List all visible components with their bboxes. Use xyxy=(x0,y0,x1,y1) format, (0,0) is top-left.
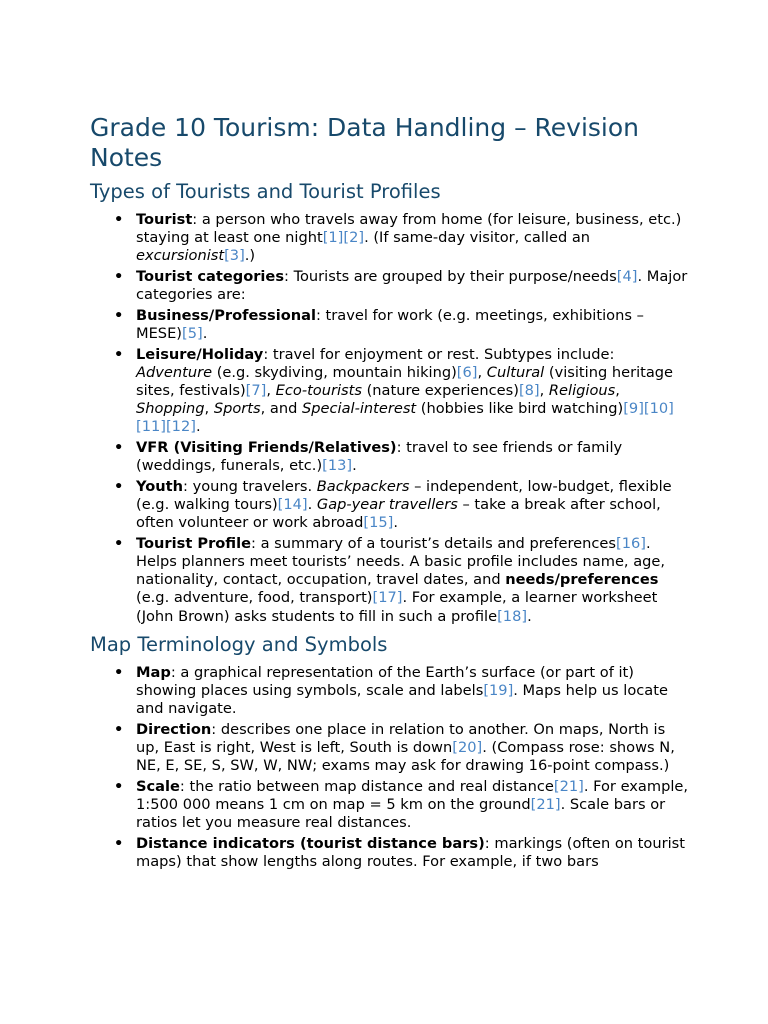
text-run: . xyxy=(352,457,357,475)
italic-term: Adventure xyxy=(136,363,213,381)
text-run: (hobbies like bird watching) xyxy=(416,400,624,418)
section-heading: Types of Tourists and Tourist Profiles xyxy=(90,180,441,203)
italic-term: Special-interest xyxy=(301,400,417,418)
citation-link[interactable]: [2] xyxy=(343,229,365,247)
citation-link[interactable]: [20] xyxy=(452,739,483,757)
list-item xyxy=(136,778,690,833)
text-run: . Major categories are: xyxy=(136,268,688,304)
italic-term: Cultural xyxy=(486,363,545,381)
citation-link[interactable]: [7] xyxy=(245,382,267,399)
italic-term: Backpackers xyxy=(316,477,410,495)
citation-link[interactable]: [6] xyxy=(456,363,478,381)
text-run: . xyxy=(202,325,208,342)
citation-link[interactable]: [5] xyxy=(182,325,203,342)
citation-link[interactable]: [4] xyxy=(616,268,638,285)
citation-link[interactable]: [10] xyxy=(643,400,674,418)
text-run: , xyxy=(615,382,620,399)
text-run: : a summary of a tourist’s details and preferences xyxy=(251,534,617,552)
bold-term: Business/Professional xyxy=(136,306,316,324)
text-run: : a graphical representation of the Earth’s surface (or part of it) showing places using symbols, scale and labels xyxy=(136,663,634,700)
text-run: : travel for enjoyment or rest. Subtypes include: xyxy=(263,345,615,363)
text-run: : the ratio between map distance and real distance xyxy=(179,777,554,795)
citation-link[interactable]: [21] xyxy=(530,796,561,814)
citation-link[interactable]: [3] xyxy=(224,247,245,265)
bold-term: Distance indicators (tourist distance bars) xyxy=(136,834,485,852)
text-run: .) xyxy=(244,247,256,265)
text-run: (e.g. skydiving, mountain hiking) xyxy=(212,363,457,381)
text-run: – take a break after school, often volunteer or work abroad xyxy=(136,496,661,532)
document-page xyxy=(90,113,690,877)
list-item xyxy=(136,211,690,266)
text-run: : describes one place in relation to another. On maps, North is up, East is right, West is left, South is down xyxy=(136,720,666,757)
text-run: , xyxy=(477,363,487,381)
bold-term: needs/preferences xyxy=(505,571,659,589)
bold-term: Youth xyxy=(136,477,184,495)
text-run: . (If same-day visitor, called an xyxy=(364,229,591,247)
citation-link[interactable]: [15] xyxy=(363,514,394,532)
bold-term: Scale xyxy=(136,777,180,795)
list-item xyxy=(136,346,690,437)
text-run: (e.g. adventure, food, transport) xyxy=(136,589,373,607)
bold-term: VFR (Visiting Friends/Relatives) xyxy=(136,439,397,456)
list-item xyxy=(136,835,690,871)
list-item xyxy=(136,535,690,626)
document-body xyxy=(90,179,690,871)
text-run: , xyxy=(539,382,549,399)
page-title: Grade 10 Tourism: Data Handling – Revision Notes xyxy=(90,113,640,172)
text-run: (visiting heritage sites, festivals) xyxy=(136,363,674,399)
citation-link[interactable]: [12] xyxy=(165,418,196,436)
citation-link[interactable]: [11] xyxy=(136,418,166,436)
list-item xyxy=(136,721,690,776)
list-item xyxy=(136,664,690,719)
citation-link[interactable]: [21] xyxy=(553,777,584,795)
citation-link[interactable]: [18] xyxy=(497,607,528,625)
bold-term: Direction xyxy=(136,720,212,738)
text-run: , and xyxy=(260,400,302,418)
section-heading: Map Terminology and Symbols xyxy=(90,632,388,656)
citation-link[interactable]: [9] xyxy=(623,400,644,418)
text-run: . xyxy=(195,418,201,436)
text-run: . xyxy=(393,514,398,532)
bullet-list xyxy=(90,664,690,871)
citation-link[interactable]: [1] xyxy=(322,229,344,247)
citation-link[interactable]: [13] xyxy=(322,457,353,475)
list-item xyxy=(136,439,690,475)
citation-link[interactable]: [8] xyxy=(518,382,540,399)
text-run: : markings (often on tourist maps) that show lengths along routes. For example, if two bars xyxy=(136,834,685,871)
text-run: . (Compass rose: shows N, NE, E, SE, S, SW, W, NW; exams may ask for drawing 16-point compass.) xyxy=(136,739,675,775)
text-run: . Helps planners meet tourists’ needs. A basic profile includes name, age, nationality, contact, occupation, travel dates, and xyxy=(136,534,666,589)
italic-term: Shopping xyxy=(136,400,205,418)
text-run: : a person who travels away from home (for leisure, business, etc.) staying at least one night xyxy=(136,211,682,247)
list-item xyxy=(136,478,690,533)
italic-term: Sports xyxy=(213,400,261,418)
text-run: , xyxy=(204,400,214,418)
bold-term: Map xyxy=(136,663,171,681)
text-run: . xyxy=(307,496,317,513)
text-run: : Tourists are grouped by their purpose/needs xyxy=(284,268,617,285)
text-run: . Maps help us locate and navigate. xyxy=(136,682,668,718)
text-run: : travel for work (e.g. meetings, exhibitions – MESE) xyxy=(136,306,644,342)
bold-term: Tourist Profile xyxy=(136,534,252,552)
bold-term: Leisure/Holiday xyxy=(136,345,264,363)
citation-link[interactable]: [17] xyxy=(372,589,403,607)
citation-link[interactable]: [14] xyxy=(277,496,308,513)
citation-link[interactable]: [16] xyxy=(616,534,646,552)
text-run: . For example, 1:500 000 means 1 cm on map = 5 km on the ground xyxy=(136,777,689,814)
text-run: . For example, a learner worksheet (John Brown) asks students to fill in such a profile xyxy=(136,589,658,625)
text-run: . Scale bars or ratios let you measure real distances. xyxy=(136,796,666,832)
text-run: , xyxy=(266,382,276,399)
list-item xyxy=(136,268,690,304)
bullet-list xyxy=(90,211,690,626)
text-run: . xyxy=(527,607,532,625)
italic-term: Eco-tourists xyxy=(275,382,362,399)
citation-link[interactable]: [19] xyxy=(483,682,514,700)
text-run: – independent, low-budget, flexible (e.g. walking tours) xyxy=(136,477,672,513)
italic-term: Gap-year travellers xyxy=(316,496,458,513)
bold-term: Tourist categories xyxy=(136,268,285,285)
text-run: : travel to see friends or family (weddings, funerals, etc.) xyxy=(136,439,623,475)
bold-term: Tourist xyxy=(136,211,193,228)
text-run: : young travelers. xyxy=(183,477,317,495)
italic-term: excursionist xyxy=(136,247,225,265)
list-item xyxy=(136,307,690,343)
italic-term: Religious xyxy=(548,382,616,399)
text-run: (nature experiences) xyxy=(361,382,519,399)
